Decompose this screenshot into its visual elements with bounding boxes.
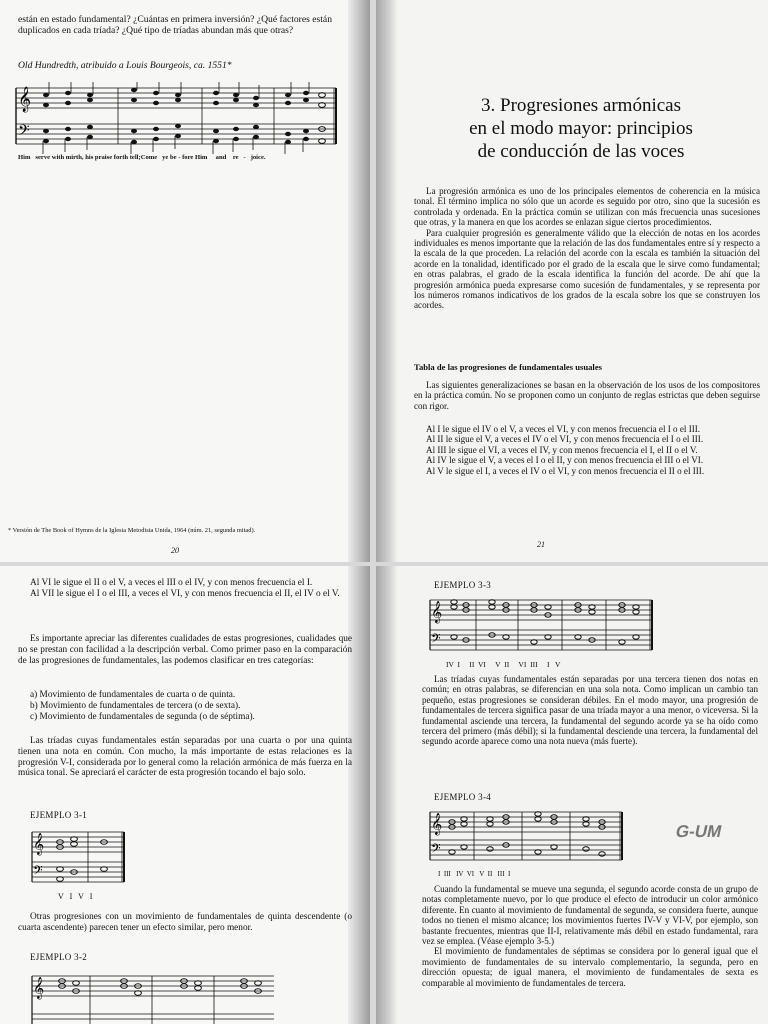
paragraph: El movimiento de fundamentales de séptimas se considera por lo general igual que el movimiento de fundamentales de su intervalo complementario, la segunda, pero en dirección opuesta; de igual manera, el movimiento de fundamentales de sexta es comparable al movimiento de fundamentales de tercera. [422, 946, 758, 988]
svg-text:𝄢: 𝄢 [431, 631, 441, 649]
rules-continued [18, 578, 352, 600]
page-number: 21 [537, 540, 545, 549]
thirds-paragraph [422, 674, 758, 747]
rule-item: Al IV le sigue el V, a veces el I o el II, y con menos frecuencia el III o el VI. [426, 455, 704, 466]
svg-text:𝄞: 𝄞 [33, 977, 45, 999]
paragraph: Es importante apreciar las diferentes cualidades de estas progresiones, cualidades que no se prestan con facilidad a la descripción verbal. Como primer paso en la comparación de las progresiones de fundamentales, las podemos clasificar en tres categorías: [18, 634, 352, 666]
chapter-title-line3: de conducción de las voces [477, 141, 685, 162]
page-gutter [376, 0, 398, 562]
chapter-title [416, 94, 746, 163]
rule-item: Al VII le sigue el I o el III, a veces el VI, y con menos frecuencia el II, el IV o el V. [30, 588, 340, 599]
svg-text:𝄞: 𝄞 [18, 87, 32, 112]
paragraph: Las tríadas cuyas fundamentales están separadas por una tercera tienen dos notas en común; en otras palabras, se diferencian en una sola nota. Como implican un cambio tan pequeño, estas progresiones se consideran débiles. En el modo mayor, una progresión de fundamentales de tercera significa pasar de una tríada mayor a una menor, o viceversa. Si la fundamental asciende una tercera, la fundamental del segundo acorde ya se ha oído como tercera del primero (más débil); si la fundamental desciende una tercera, la fundamental del segundo acorde aparece como una nota nueva (más fuerte). [422, 674, 758, 747]
category-item: b) Movimiento de fundamentales de tercera (o de sexta). [30, 701, 241, 711]
svg-text:𝄢: 𝄢 [18, 122, 30, 143]
categories-list [30, 690, 350, 723]
rule-item: Al III le sigue el VI, a veces el IV, y con menos frecuencia el I, el II o el V. [426, 444, 698, 455]
hymn-lyrics: Him serve with mirth, his praise forth tell;Come ye be - fore Him and re - joice. [18, 154, 266, 161]
footnote: * Versión de The Book of Hymns de la Iglesia Metodista Unida, 1964 (núm. 21, segunda mitad). [8, 527, 256, 534]
generalizations-paragraph [414, 380, 760, 411]
paragraph: Las tríadas cuyas fundamentales están separadas por una cuarta o por una quinta tienen una nota en común. Con mucho, la más importante de estas relaciones es la progresión V-I, considerada por lo general como la relación armónica de más fuerza en la música tonal. Se apreciará el carácter de esta progresión tocando el bajo solo. [18, 736, 352, 779]
svg-text:𝄢: 𝄢 [431, 841, 441, 859]
seconds-paragraphs [422, 884, 758, 988]
fifths-paragraph [18, 736, 352, 779]
example-3-3-roman-numerals: IV I II VI V II VI III I V [446, 660, 561, 669]
paragraph: Las siguientes generalizaciones se basan en la observación de los usos de los compositores en la práctica común. No se proponen como un conjunto de reglas estrictas que deben seguirse con rigor. [414, 380, 760, 411]
chapter-title-line2: en el modo mayor: principios [469, 118, 693, 139]
example-3-3-label: EJEMPLO 3-3 [434, 580, 492, 590]
example-3-1-roman-numerals: V I V I [58, 892, 93, 901]
watermark: G-UM [674, 822, 724, 841]
example-3-4-roman-numerals: I III IV VI V II III I [438, 870, 511, 878]
progression-rules [414, 424, 760, 476]
page-23 [376, 566, 768, 1024]
page-gutter [376, 566, 398, 1024]
page-22 [0, 566, 370, 1024]
example-3-1-label: EJEMPLO 3-1 [30, 810, 88, 820]
chapter-title-line1: 3. Progresiones armónicas [481, 95, 681, 116]
paragraph: Cuando la fundamental se mueve una segunda, el segundo acorde consta de un grupo de notas completamente nuevo, por lo que produce el efecto de introducir un color armónico diferente. En cuanto al movimiento de fundamental de segunda, se considera fuerte, aunque todos no tienen el mismo alcance; los movimientos fuertes IV-V y VI-V, por ejemplo, son bastante frecuentes, mientras que II-I, relativamente más débil en estado fundamental, rara vez se emplea. (Véase ejemplo 3-5.) [422, 884, 758, 947]
category-item: a) Movimiento de fundamentales de cuarta o de quinta. [30, 690, 236, 700]
example-3-1-score [28, 828, 128, 888]
rule-item: Al I le sigue el IV o el V, a veces el VI, y con menos frecuencia el I o el III. [426, 424, 701, 434]
svg-text:𝄢: 𝄢 [33, 863, 43, 881]
page-number: 20 [171, 546, 179, 555]
top-paragraph: están en estado fundamental? ¿Cuántas en primera inversión? ¿Qué factores están duplicados en cada tríada? ¿Qué tipo de tríadas abundan más que otras? [18, 14, 332, 37]
paragraph: La progresión armónica es uno de los principales elementos de coherencia en la música tonal. El término implica no sólo que un acorde es seguido por otro, sino que la sucesión es controlada y ordenada. En la práctica común se utilizan con más frecuencia unas sucesiones que otras, y la manera en que los acordes se enlazan sigue ciertos procedimientos. [414, 186, 760, 228]
svg-text:𝄞: 𝄞 [431, 601, 443, 623]
rule-item: Al V le sigue el I, a veces el IV o el VI, y con menos frecuencia el II o el III. [426, 465, 705, 476]
svg-text:𝄞: 𝄞 [431, 813, 443, 835]
svg-text:𝄞: 𝄞 [33, 833, 45, 855]
paragraph: Para cualquier progresión es generalmente válido que la elección de notas en los acordes individuales es menos importante que la relación de las dos fundamentales entre sí y respecto a la escala de la que proceden. La relación del acorde con la escala es también la situación del acorde en la tonalidad, identificado por el grado de la escala que le sirve como fundamental; en otras palabras, el grado de la escala identifica la función del acorde. De ahí que la progresión armónica pueda expresarse como sucesión de fundamentales, y se representa por los números romanos indicativos de los grados de la escala sobre los que se construyen los acordes. [414, 227, 760, 311]
hymn-caption: Old Hundredth, atribuido a Louis Bourgeois, ca. 1551* [18, 60, 232, 71]
categories-intro [18, 634, 352, 666]
rule-item: Al VI le sigue el II o el V, a veces el III o el IV, y con menos frecuencia el I. [30, 578, 313, 588]
category-item: c) Movimiento de fundamentales de segunda (o de séptima). [30, 712, 255, 722]
other-progressions-paragraph [18, 912, 352, 934]
example-3-4-score [426, 808, 626, 866]
example-3-3-score [426, 596, 656, 656]
example-3-4-label: EJEMPLO 3-4 [434, 792, 492, 802]
rule-item: Al II le sigue el V, a veces el IV o el VI, y con menos frecuencia el I o el III. [426, 434, 704, 445]
example-3-2-score [28, 968, 278, 1024]
intro-paragraphs [414, 186, 760, 311]
page-gutter [348, 0, 370, 562]
page-20 [0, 0, 370, 562]
paragraph: Otras progresiones con un movimiento de fundamentales de quinta descendente (o cuarta ascendente) parecen tener un efecto similar, pero menor. [18, 912, 352, 933]
page-21 [376, 0, 768, 562]
example-3-2-label: EJEMPLO 3-2 [30, 952, 88, 962]
section-heading: Tabla de las progresiones de fundamentales usuales [414, 362, 602, 372]
hymn-score [6, 82, 340, 154]
